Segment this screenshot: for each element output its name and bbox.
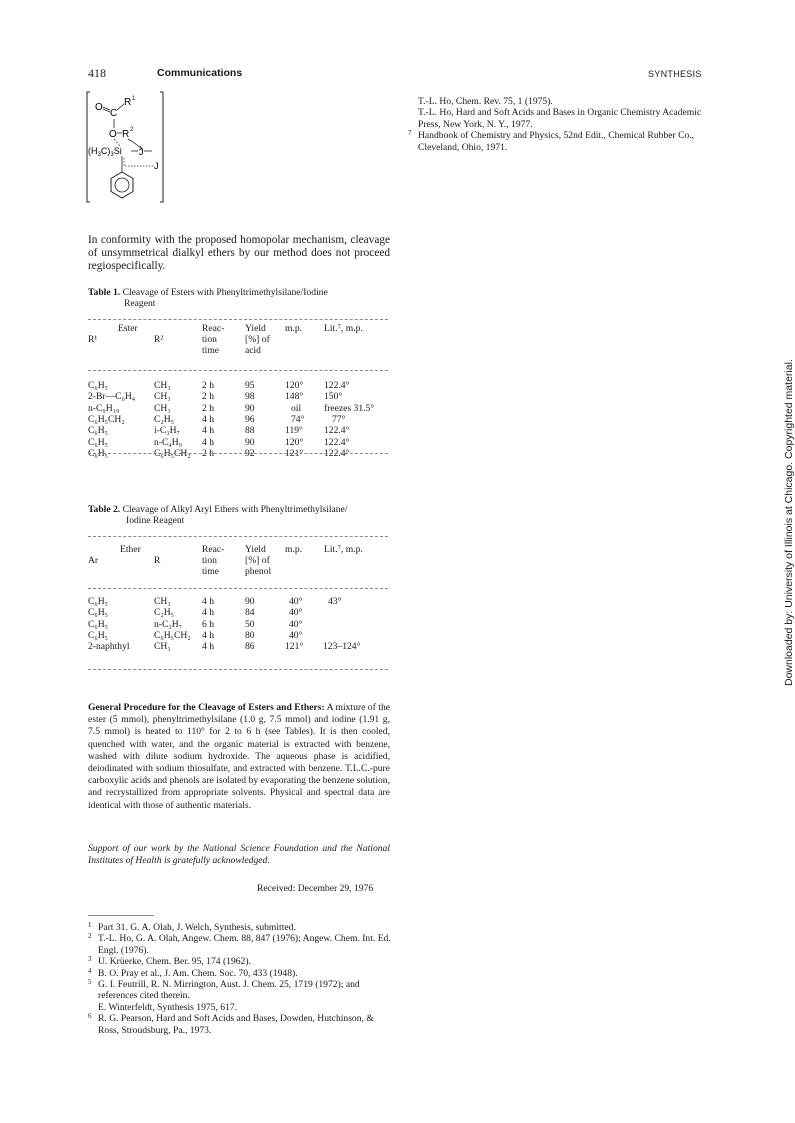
table1-cell-mp: 120° — [285, 380, 304, 391]
table1-cell-lit: freezes 31.5° — [324, 402, 375, 414]
table2-cell-ar: C₆H₅ — [88, 596, 109, 607]
table2-cell-yield: 80 — [245, 629, 255, 641]
table2-head-ar: Ar — [88, 555, 99, 566]
table2-cell-ar: C₆H₅ — [88, 618, 109, 630]
table1-cell-r1: C₆H₅ — [88, 380, 109, 391]
reference-item — [408, 107, 708, 130]
table2-head-reac1: Reac- — [202, 544, 225, 555]
reference-item — [88, 1013, 393, 1036]
table1-head-yield2: [%] of — [245, 334, 270, 345]
table1-head-reac3: time — [202, 345, 220, 356]
reference-number: 6 — [88, 1012, 92, 1021]
table1-cell-time: 2 h — [202, 380, 214, 391]
table1-cell-time: 2 h — [202, 391, 214, 403]
atom-si-part3: C) — [100, 146, 111, 156]
table1-cell-lit: 122.4° — [324, 447, 350, 459]
reference-number: 2 — [88, 932, 92, 941]
reference-text: G. I. Feutrill, R. N. Mirrington, Aust. J. Chem. 25, 1719 (1972); and references cited therein. — [98, 979, 360, 1002]
table1-cell-mp: 74° — [291, 413, 305, 425]
reference-number: 1 — [88, 921, 92, 929]
table1-cell-time: 4 h — [202, 436, 214, 448]
intro-paragraph: In conformity with the proposed homopolar mechanism, cleavage of unsymmetrical dialkyl ethers by our method does not proceed regiospecifically. — [88, 234, 390, 273]
table2-cell-time: 4 h — [202, 596, 214, 607]
table1-cell-r1: C₆H₅ — [88, 447, 109, 459]
table2-cell-time: 6 h — [202, 618, 214, 630]
table2-cell-yield: 84 — [245, 607, 255, 619]
table1-cell-r1: C₆H₅ — [88, 436, 109, 448]
reference-text: T.-L. Ho, Chem. Rev. 75, 1 (1975). — [418, 96, 553, 107]
table2-cell-ar: 2-naphthyl — [88, 641, 130, 653]
table2-head-yield1: Yield — [245, 544, 266, 555]
table2-caption-line2: Iodine Reagent — [126, 515, 185, 527]
table1-head-ester: Ester — [118, 323, 138, 334]
table1-caption-line1: Cleavage of Esters with Phenyltrimethylsilane/Iodine — [122, 287, 328, 298]
table1-cell-lit: 122.4° — [324, 425, 350, 437]
table1-cell-yield: 98 — [245, 391, 255, 403]
table1 — [88, 323, 393, 465]
table2-cell-lit: 43° — [328, 596, 342, 607]
table1-cell-lit: 122.4° — [324, 436, 350, 448]
table2-cell-lit: 123–124° — [323, 641, 361, 653]
atom-o2: O — [109, 129, 117, 140]
atom-r2-sup: 2 — [130, 127, 134, 133]
download-watermark: Downloaded by: University of Illinois at Chicago. Copyrighted material. — [783, 359, 795, 686]
atom-r1: R — [124, 97, 132, 108]
table1-cell-yield: 88 — [245, 425, 255, 437]
reference-number: 5 — [88, 978, 92, 987]
table1-cell-r1: 2-Br—C₆H₄ — [88, 391, 136, 403]
table1-cell-r1: n-C₉H₁₉ — [88, 402, 120, 414]
table2-cell-r: CH₃ — [154, 641, 171, 653]
reference-item — [88, 933, 393, 956]
table2-cell-ar: C₆H₅ — [88, 607, 109, 619]
table2-head-lit: Lit.⁷, m.p. — [324, 544, 363, 555]
table1-label: Table 1. — [88, 287, 121, 298]
atom-o1: O — [95, 102, 103, 113]
table2-caption — [88, 504, 398, 527]
table2-caption-line1: Cleavage of Alkyl Aryl Ethers with Phenyltrimethylsilane/ — [122, 504, 348, 515]
svg-text:(H3C)3Si — [88, 146, 122, 158]
table1-cell-r1: C₆H₅CH₂ — [88, 413, 125, 425]
table1-cell-r2: C₂H₅ — [154, 413, 175, 425]
table1-cell-lit: 122.4° — [324, 380, 350, 391]
table1-head-r2: R² — [154, 334, 164, 345]
section-title: Communications — [157, 67, 243, 79]
table1-head-mp: m.p. — [285, 323, 303, 334]
reference-text: U. Krüerke, Chem. Ber. 95, 174 (1962). — [98, 956, 251, 968]
reference-item — [408, 96, 708, 107]
references-right — [408, 96, 708, 153]
reference-item — [88, 956, 393, 967]
atom-j2: J — [154, 161, 159, 171]
table2-head-reac2: tion — [202, 555, 217, 566]
table1-cell-time: 2 h — [202, 402, 214, 414]
table1-cell-yield: 96 — [245, 413, 255, 425]
reference-text: R. G. Pearson, Hard and Soft Acids and Bases, Dowden, Hutchinson, & Ross, Stroudsburg, Pa., 1973. — [98, 1013, 374, 1036]
reference-item — [88, 1002, 393, 1013]
reference-item — [408, 130, 708, 153]
table2-head-yield3: phenol — [245, 566, 272, 577]
procedure-heading: General Procedure for the Cleavage of Esters and Ethers: — [88, 702, 325, 713]
table2-cell-mp: 40° — [289, 596, 303, 607]
table1-cell-mp: 119° — [285, 425, 303, 437]
table2-cell-time: 4 h — [202, 641, 214, 653]
reference-number: 7 — [408, 129, 412, 138]
procedure-text: A mixture of the ester (5 mmol), phenyltrimethylsilane (1.0 g, 7.5 mmol) and iodine (1.91 g, 7.5 mmol) is heated to 110° for 2 to 6 h (see Tables). It is then cooled, quenched with water, and the organic material is extracted with benzene, washed with dilute sodium hydroxide. The aqueous phase is acidified, deiodinated with sodium thiosulfate, and extracted with benzene. T.L.C.-pure carboxylic acids and phenols are isolated by evaporating the benzene solution, and recrystallized from appropriate solvents. Physical and spectral data are identical with those of authentic materials. — [88, 702, 390, 811]
atom-c: C — [110, 108, 118, 119]
atom-r2: R — [122, 129, 130, 140]
acknowledgement: Support of our work by the National Science Foundation and the National Institutes of Health is gratefully acknowledged. — [88, 843, 390, 867]
table1-caption-line2: Reagent — [124, 298, 156, 310]
table2-head-ether: Ether — [120, 544, 141, 555]
table2-label: Table 2. — [88, 504, 121, 515]
page-number: 418 — [88, 66, 106, 80]
table1-cell-r2: CH₃ — [154, 402, 171, 414]
table1-cell-mp: 121° — [285, 447, 304, 459]
table1-cell-r2: CH₃ — [154, 380, 171, 391]
table2-cell-r: n-C₃H₇ — [154, 618, 183, 630]
table1-cell-lit: 77° — [332, 413, 346, 425]
table2-cell-mp: 40° — [289, 629, 303, 641]
table2-head-mp: m.p. — [285, 544, 303, 555]
reference-item — [88, 968, 393, 979]
atom-si-part1: (H — [88, 146, 98, 156]
table1-cell-r2: C₆H₅CH₂ — [154, 447, 191, 459]
table2 — [88, 544, 393, 664]
table1-cell-mp: 120° — [285, 436, 304, 448]
table2-cell-ar: C₆H₅ — [88, 629, 109, 641]
journal-name: SYNTHESIS — [648, 69, 702, 79]
table1-head-yield3: acid — [245, 345, 261, 356]
table1-cell-time: 4 h — [202, 425, 214, 437]
reference-item — [88, 922, 393, 933]
table1-cell-r2: n-C₄H₉ — [154, 436, 183, 448]
references-left — [88, 922, 393, 1036]
table2-cell-mp: 40° — [289, 618, 303, 630]
table2-cell-mp: 40° — [289, 607, 303, 619]
table1-head-reac2: tion — [202, 334, 217, 345]
table1-head-reac1: Reac- — [202, 323, 225, 334]
table1-cell-lit: 150° — [324, 391, 343, 403]
table1-cell-yield: 95 — [245, 380, 255, 391]
table2-cell-r: C₂H₅ — [154, 607, 175, 619]
table2-cell-yield: 90 — [245, 596, 255, 607]
table1-cell-yield: 90 — [245, 436, 255, 448]
table1-head-lit: Lit.⁷, m.p. — [324, 323, 363, 334]
table2-head-r: R — [154, 555, 161, 566]
reference-text: T.-L. Ho, Hard and Soft Acids and Bases in Organic Chemistry Academic Press, New York, N. Y., 1977. — [418, 107, 702, 130]
atom-j1: J — [139, 147, 144, 157]
general-procedure — [88, 702, 390, 812]
atom-si-part2: 3 — [97, 152, 101, 158]
table1-head-yield1: Yield — [245, 323, 266, 334]
table2-cell-mp: 121° — [285, 641, 304, 653]
atom-r1-sup: 1 — [132, 96, 136, 102]
table1-cell-r1: C₆H₅ — [88, 425, 109, 437]
table1-cell-time: 4 h — [202, 413, 214, 425]
table1-cell-yield: 90 — [245, 402, 255, 414]
table2-head-yield2: [%] of — [245, 555, 270, 566]
table1-cell-r2: i-C₃H₇ — [154, 425, 180, 437]
reference-text: Handbook of Chemistry and Physics, 52nd Edit., Chemical Rubber Co., Cleveland, Ohio, 1971. — [418, 130, 695, 153]
table2-cell-yield: 86 — [245, 641, 255, 653]
table2-head-reac3: time — [202, 566, 220, 577]
table2-cell-time: 4 h — [202, 629, 214, 641]
table1-head-r1: R¹ — [88, 334, 98, 345]
table1-cell-mp: oil — [291, 402, 302, 414]
table2-cell-r: CH₃ — [154, 596, 171, 607]
atom-si-part5: Si — [113, 146, 122, 156]
reference-number: 3 — [88, 955, 92, 964]
reference-text: B. O. Pray et al., J. Am. Chem. Soc. 70, 433 (1948). — [98, 967, 298, 979]
table1-cell-r2: CH₃ — [154, 391, 171, 403]
reference-item — [88, 979, 393, 1002]
reference-text: T.-L. Ho, G. A. Olah, Angew. Chem. 88, 847 (1976); Angew. Chem. Int. Ed. Engl. (1976). — [98, 933, 391, 956]
reference-text: E. Winterfeldt, Synthesis 1975, 617. — [98, 1001, 238, 1013]
reference-text: Part 31. G. A. Olah, J. Welch, Synthesis, submitted. — [98, 922, 296, 933]
table2-cell-r: C₆H₅CH₂ — [154, 629, 191, 641]
atom-si-part4: 3 — [110, 152, 114, 158]
table2-cell-time: 4 h — [202, 607, 214, 619]
received-date: Received: December 29, 1976 — [257, 883, 374, 894]
table1-cell-yield: 92 — [245, 447, 255, 459]
table1-caption — [88, 287, 393, 310]
table2-cell-yield: 50 — [245, 618, 255, 630]
table1-cell-mp: 148° — [285, 391, 304, 403]
chemical-structure — [84, 88, 174, 206]
table1-cell-time: 2 h — [202, 447, 214, 459]
reference-number: 4 — [88, 966, 92, 975]
